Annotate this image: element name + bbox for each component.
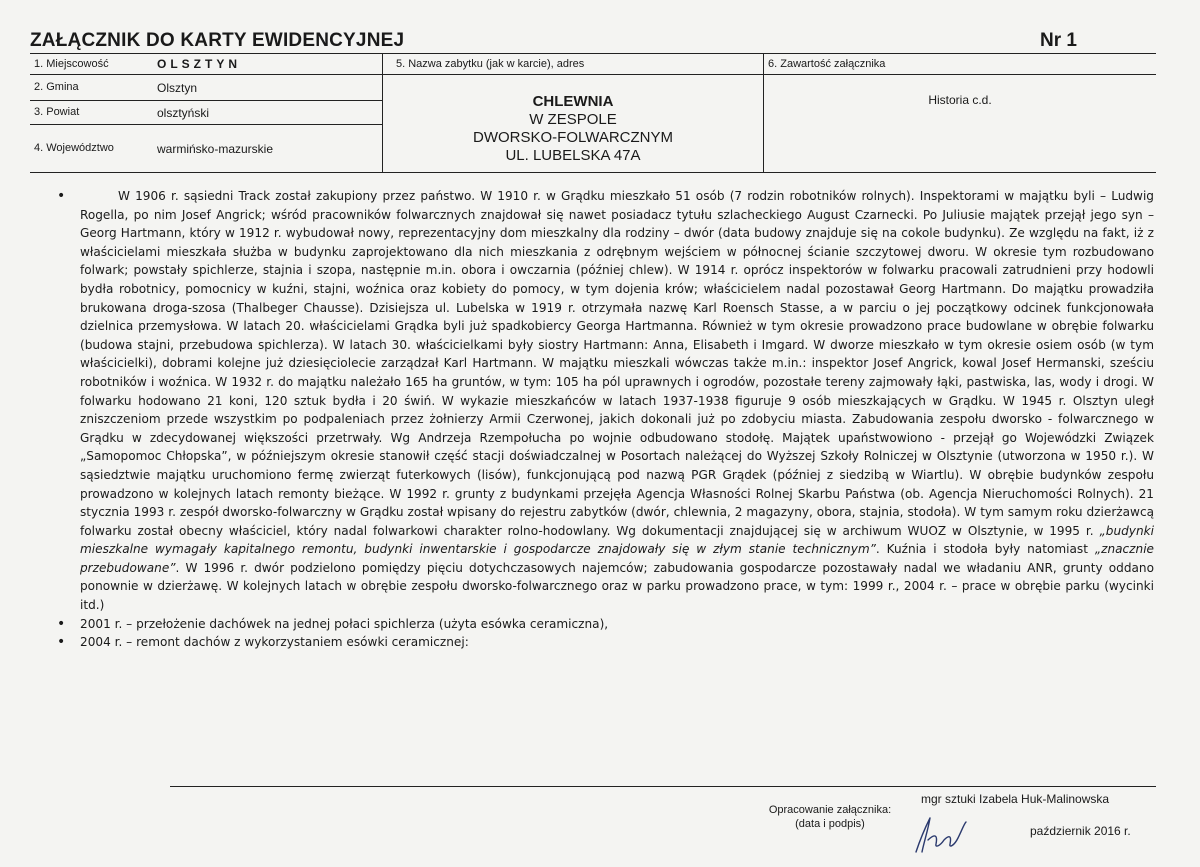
form-row-divider [30, 100, 382, 101]
commune-value: Olsztyn [157, 81, 198, 95]
monument-name-line: CHLEWNIA [532, 93, 614, 110]
monument-name-label: 5. Nazwa zabytku (jak w karcie), adres [396, 58, 585, 70]
locality-value: OLSZTYN [157, 57, 241, 71]
list-item [57, 633, 1154, 652]
form-bottom-border [30, 172, 1156, 173]
monument-name-line: W ZESPOLE [529, 111, 617, 128]
attachment-content-label: 6. Zawartość załącznika [768, 58, 886, 70]
county-value: olsztyński [157, 106, 210, 120]
prepared-by-label [760, 803, 900, 831]
history-text [57, 187, 1154, 652]
attachment-content-value: Historia c.d. [928, 93, 992, 107]
voivodeship-label: 4. Województwo [34, 142, 114, 154]
author-name: mgr sztuki Izabela Huk-Malinowska [921, 792, 1110, 806]
attachment-number: Nr 1 [1040, 30, 1077, 51]
commune-label: 2. Gmina [34, 81, 79, 93]
history-paragraph [57, 187, 1154, 615]
form-column-divider [763, 53, 764, 172]
form-row-divider [30, 74, 1156, 75]
bullet-icon: • [57, 634, 66, 651]
monument-name [383, 93, 763, 165]
monument-address: UL. LUBELSKA 47A [505, 147, 641, 164]
list-item-text: 2004 r. – remont dachów z wykorzystaniem esówki ceramicznej: [80, 635, 469, 650]
list-item-text: 2001 r. – przełożenie dachówek na jednej połaci spichlerza (użyta esówka ceramiczna), [80, 616, 609, 631]
form-top-border [30, 53, 1156, 54]
locality-label: 1. Miejscowość [34, 58, 109, 70]
bullet-icon: • [57, 615, 66, 632]
document-title: ZAŁĄCZNIK DO KARTY EWIDENCYJNEJ [30, 30, 405, 51]
signature-line [170, 786, 1156, 787]
form-row-divider [30, 124, 382, 125]
county-label: 3. Powiat [34, 106, 80, 118]
history-main-text: W 1906 r. sąsiedni Track został zakupiony przez państwo. W 1910 r. w Grądku mieszkało 51 osób (7 rodzin robotników rolnych). Inspektorami w majątku byli – Ludwig Rogella, po nim Josef Angrick; wśród pracowników folwarcznych znajdował się nawet posiadacz tytułu szlacheckiego August Czarnecki. Po Juliusie majątek przejął jego syn – Georg Hartmann, który w 1912 r. wybudował nowy, reprezentacyjny dom mieszkalny dla rodziny – dwór (data budowy znajduje się na cokole budynku). Ze względu na fakt, iż z właścicielami mieszkała służba w budynku zaprojektowano dla nich mieszkania z odrębnym wejściem w północnej ścianie szczytowej dworu. W okresie tym rozbudowano folwark; powstały spichlerze, stajnia i szopa, następnie m.in. obora i owczarnia (później chlew). W 1914 r. oprócz inspektorów w folwarku pracowali zatrudnieni przy hodowli bydła robotnicy, pomocnicy w kuźni, stajni, woźnica oraz kobiety do pomocy, w tym dojenia krów; właścicielem nadal pozostawał Georg Hartmann. Do majątku prowadziła brukowana droga-szosa (Thalbeger Chausse). Dzisiejsza ul. Lubelska w 1919 r. otrzymała nazwę Karl Roensch Stasse, a w parciu o jej początkowy odcinek funkcjonowała dzielnica przemysłowa. W latach 20. właścicielami Grądka byli już spadkobiercy Georga Hartmanna. Również w tym okresie prowadzono prace budowlane w obrębie folwarku (budowa stajni, przebudowa spichlerza). W latach 30. właścicielkami były siostry Hartmann: Anna, Elisabeth i Imgard. W dworze mieszkało w tym okresie osiem osób (w tym właścicielki), dobrami kolejne już dziesięciolecie zarządzał Karl Hartmann. W majątku mieszkali wówczas także m.in.: inspektor Josef Angrick, kowal Josef Hermanski, sześciu robotników i woźnica. W 1932 r. do majątku należało 165 ha gruntów, w tym: 105 ha pól uprawnych i ogrodów, pozostałe tereny zajmowały łąki, pastwiska, las, wody i drogi. W folwarku hodowano 21 koni, 120 sztuk bydła i 20 świń. W wykazie mieszkańców w latach 1937-1938 figuruje 9 osób mieszkających w Grądku. W 1945 r. Olsztyn uległ zniszczeniom przede wszystkim po podpaleniach przez żołnierzy Armii Czerwonej, jakich dokonali już po zdobyciu miasta. Zabudowania zespołu dworsko - folwarcznego w Grądku w zdecydowanej większości przetrwały. Wg Andrzeja Rzempołucha po wojnie odbudowano stodołę. Majątek upaństwowiono - przejął go Wojewódzki Związek „Samopomoc Chłopska”, w późniejszym okresie stanowił część stacji doświadczalnej w Posortach należącej do Wyższej Szkoły Rolniczej w Olsztynie (utworzona w 1950 r.). W sąsiedztwie majątku uruchomiono fermę zwierząt futerkowych (lisów), funkcjonującą pod nazwą PGR Grądek (później z siedzibą w Wiartlu). W obrębie budynków zespołu prowadzono w kolejnych latach remonty bieżące. W 1992 r. grunty z budynkami przejęła Agencja Własności Rolnej Skarbu Państwa (ob. Agencja Nieruchomości Rolnych). 21 stycznia 1993 r. zespół dworsko-folwarczny w Grądku został wpisany do rejestru zabytków (dwór, chlewnia, 2 magazyny, obora, stajnia, stodoła). W tym samym roku dzierżawcą folwarku został obecny właściciel, który nadal folwarkowi charakter rolno-hodowlany. Wg dokumentacji znajdującej się w archiwum WUOZ w Olsztynie, w 1995 r. [80, 189, 1154, 538]
voivodeship-value: warmińsko-mazurskie [157, 142, 274, 156]
history-text-tail: . W 1996 r. dwór podzielono pomiędzy pięciu dotychczasowych najemców; zabudowania gospodarcze pozostawały nadal we władaniu ANR, grunty oddano ponownie w dzierżawę. W kolejnych latach w obrębie zespołu dworsko-folwarcznego oraz w parku prowadzono prace, w tym: 1999 r., 2004 r. – prace w obrębie parku (wycinki itd.) [80, 560, 1154, 613]
bullet-icon: • [57, 188, 66, 204]
history-text-fragment: . Kuźnia i stodoła były natomiast [875, 542, 1088, 557]
document-date: październik 2016 r. [1030, 824, 1131, 838]
prepared-by-label-line: Opracowanie załącznika: [768, 804, 892, 816]
signature-image [906, 812, 976, 857]
list-item [57, 615, 1154, 634]
monument-name-line: DWORSKO-FOLWARCZNYM [473, 129, 673, 146]
archive-quote: „znacznie przebudowane” [80, 542, 1154, 575]
archive-quote: „budynki mieszkalne wymagały kapitalnego remontu, budynki inwentarskie i gospodarcze znajdowały się w złym stanie technicznym” [80, 523, 1154, 557]
prepared-by-label-line: (data i podpis) [795, 818, 865, 830]
